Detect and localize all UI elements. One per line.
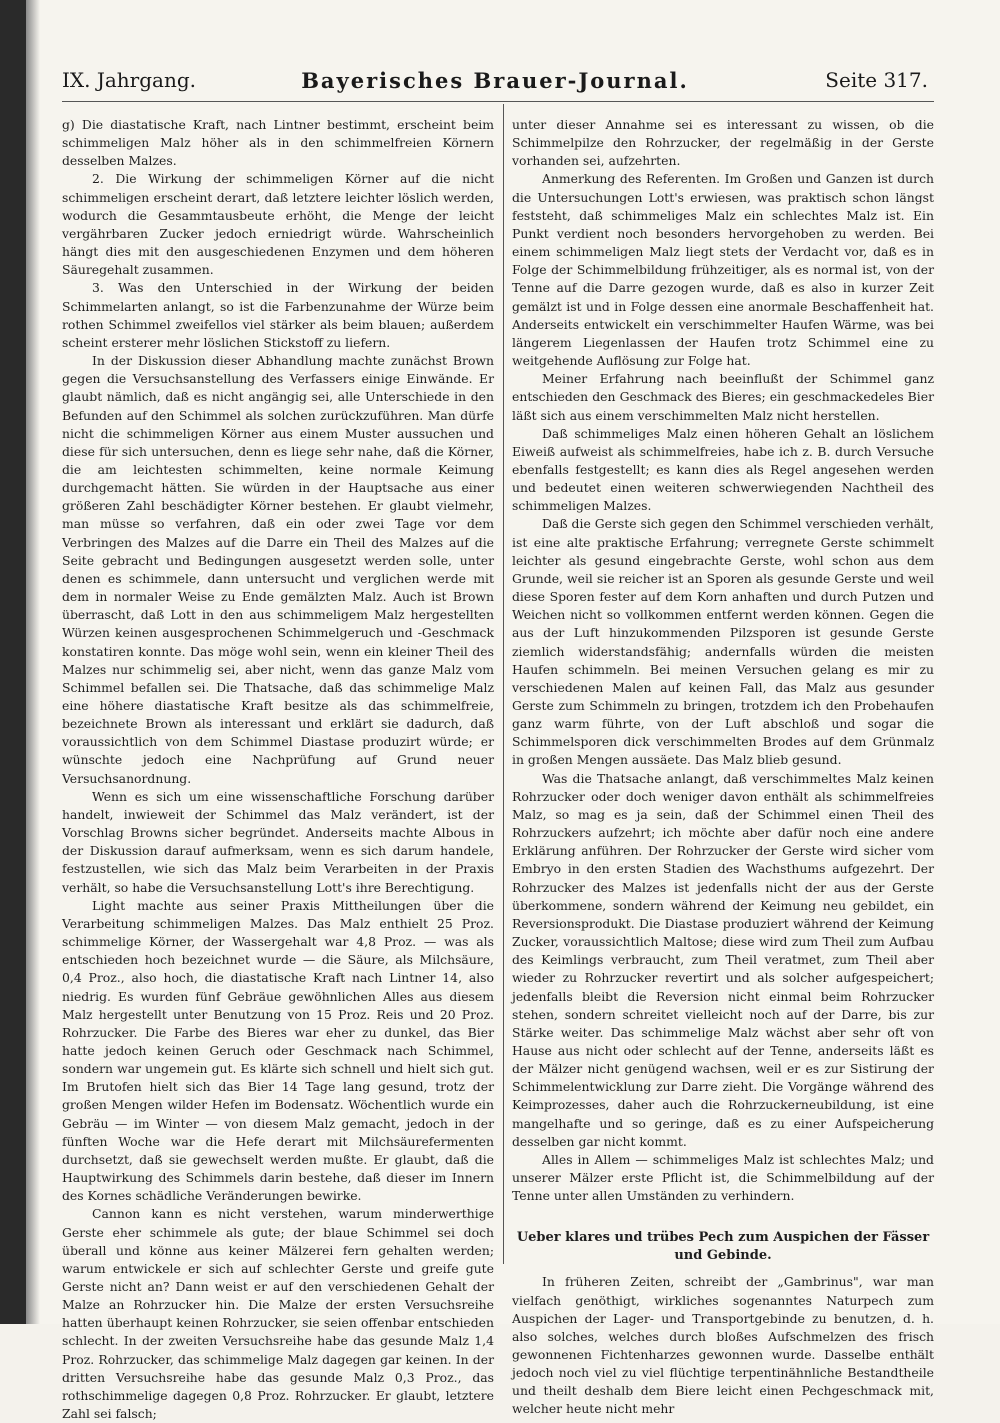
page-number: Seite 317. <box>825 68 928 92</box>
paragraph: 2. Die Wirkung der schimmeligen Körner auf die nicht schimmeligen erscheint derart, daß letztere leichter löslich werden, wodurch die Gesammtausbeute erhöht, die Menge der leicht vergährbaren Zucker jedoch erniedrigt würde. Wahrscheinlich hängt dies mit den ausgeschiedenen Enzymen und dem höheren Säuregehalt zusammen. <box>62 171 494 278</box>
header-rule <box>62 101 934 102</box>
paragraph: In der Diskussion dieser Abhandlung machte zunächst Brown gegen die Versuchsanstellung des Verfassers einige Einwände. Er glaubt nämlich, daß es nicht angängig sei, alle Unterschiede in den Befunden auf den Schimmel als solchen zurückzuführen. Man dürfe nicht die schimmeligen Körner aus einem Muster aussuchen und diese für sich untersuchen, denn es liege sehr nahe, daß die Körner, die am leichtesten schimmelten, keine normale Keimung durchgemacht hätten. Sie würden in der Hauptsache aus einer größeren Zahl beschädigter Körner bestehen. Er glaubt vielmehr, man müsse so verfahren, daß ein oder zwei Tage vor dem Verbringen des Malzes auf die Darre ein Theil des Malzes auf die Seite gebracht und Bedingungen ausgesetzt werden solle, unter denen es schimmele, dann untersucht und verglichen werde mit dem in normaler Weise zu Ende gemälzten Malz. Auch ist Brown überrascht, daß Lott in den aus schimmeligem Malz hergestellten Würzen keinen ausgesprochenen Schimmelgeruch und -Geschmack konstatiren konnte. Das möge wohl sein, wenn ein kleiner Theil des Malzes nur schimmelig sei, aber nicht, wenn das ganze Malz vom Schimmel befallen sei. Die Thatsache, daß das schimmelige Malz eine höhere diastatische Kraft besitze als das schimmelfreie, bezeichnete Brown als interessant und erklärt sie dadurch, daß voraussichtlich von dem Schimmel Diastase produzirt würde; er wünschte jedoch eine Nachprüfung auf Grund neuer Versuchsanordnung. <box>62 353 494 786</box>
paragraph: Light machte aus seiner Praxis Mittheilungen über die Verarbeitung schimmeligen Malzes. Das Malz enthielt 25 Proz. schimmelige Körner, der Wassergehalt war 4,8 Proz. — was als entschieden hoch bezeichnet wurde — die Säure, als Milchsäure, 0,4 Proz., also hoch, die diastatische Kraft nach Lintner 14, also niedrig. Es wurden fünf Gebräue gewöhnlichen Alles aus diesem Malz hergestellt unter Benutzung von 15 Proz. Reis und 20 Proz. Rohrzucker. Die Farbe des Bieres war eher zu dunkel, das Bier hatte jedoch keinen Geruch oder Geschmack nach Schimmel, sondern war ungemein gut. Es klärte sich schnell und hielt sich gut. Im Brutofen hielt sich das Bier 14 Tage lang gesund, trotz der großen Mengen wilder Hefen im Bodensatz. Wöchentlich wurde ein Gebräu — im Winter — von diesem Malz gemacht, jedoch in der fünften Woche war die Hefe derart mit Milchsäurefermenten durchsetzt, daß sie gewechselt werden mußte. Er glaubt, daß die Hauptwirkung des Schimmels darin bestehe, daß dieser im Innern des Kornes schädliche Veränderungen bewirke. <box>62 897 494 1204</box>
paragraph: Wenn es sich um eine wissenschaftliche Forschung darüber handelt, inwieweit der Schimmel das Malz verändert, ist der Vorschlag Browns sicher begründet. Anderseits machte Albous in der Diskussion darauf aufmerksam, wenn es sich darum handele, festzustellen, wie sich das Malz beim Verarbeiten in der Praxis verhält, so habe die Versuchsanstellung Lott's ihre Berechtigung. <box>62 788 494 895</box>
paragraph: Alles in Allem — schimmeliges Malz ist schlechtes Malz; und unserer Mälzer erste Pflicht ist, die Schimmelbildung auf der Tenne unter allen Umständen zu verhindern. <box>512 1151 934 1204</box>
paragraph: Anmerkung des Referenten. Im Großen und Ganzen ist durch die Untersuchungen Lott's erwiesen, was praktisch schon längst feststeht, daß schimmeliges Malz ein schlechtes Malz ist. Ein Punkt verdient noch besonders hervorgehoben zu werden. Bei einem schimmeligen Malz liegt stets der Verdacht vor, daß es in Folge der Schimmelbildung frühzeitiger, als es normal ist, von der Tenne auf die Darre gezogen wurde, daß es also in kurzer Zeit gemälzt ist und in Folge dessen eine anormale Beschaffenheit hat. Anderseits entwickelt ein verschimmelter Haufen Wärme, was bei längerem Liegenlassen der Haufen trotz Schimmel eine zu weitgehende Auflösung zur Folge hat. <box>512 171 934 369</box>
page-header <box>62 68 928 96</box>
paragraph: Was die Thatsache anlangt, daß verschimmeltes Malz keinen Rohrzucker oder doch weniger davon enthält als schimmelfreies Malz, so mag es ja sein, daß der Schimmel einen Theil des Rohrzuckers aufzehrt; ich möchte aber dafür noch eine andere Erklärung anführen. Der Rohrzucker der Gerste wird sicher vom Embryo in den ersten Stadien des Wachsthums aufgezehrt. Der Rohrzucker des Malzes ist jedenfalls nicht der aus der Gerste überkommene, sondern während der Keimung neu gebildet, ein Reversionsprodukt. Die Diastase produziert während der Keimung Zucker, voraussichtlich Maltose; diese wird zum Theil zum Aufbau des Keimlings verbraucht, zum Theil veratmet, zum Theil aber wieder zu Rohrzucker revertirt und als solcher aufgespeichert; jedenfalls bleibt die Reversion nicht einmal beim Rohrzucker stehen, sondern schreitet vielleicht noch auf der Darre, bis zur Stärke weiter. Das schimmelige Malz wächst aber sehr oft von Hause aus nicht oder schlecht auf der Tenne, anderseits läßt es der Mälzer nicht genügend wachsen, weil er es zur Sistirung der Schimmelentwicklung zur Darre zieht. Die Vorgänge während des Keimprozesses, daher auch die Rohrzuckerneubildung, ist eine mangelhafte und so geringe, daß es zu einer Aufspeicherung desselben gar nicht kommt. <box>512 770 934 1149</box>
left-column <box>62 116 494 1423</box>
right-column <box>512 116 934 1419</box>
paragraph: Cannon kann es nicht verstehen, warum minderwerthige Gerste eher schimmele als gute; der blaue Schimmel sei doch überall und könne aus keiner Mälzerei fern gehalten werden; warum entwickele er sich auf schlechter Gerste und greife gute Gerste nicht an? Dann weist er auf den verschiedenen Gehalt der Malze an Rohrzucker hin. Die Malze der ersten Versuchsreihe hatten überhaupt keinen Rohrzucker, sie seien offenbar entschieden schlecht. In der zweiten Versuchsreihe habe das gesunde Malz 1,4 Proz. Rohrzucker, das schimmelige Malz dagegen gar keinen. In der dritten Versuchsreihe habe das gesunde Malz 0,3 Proz., das rothschimmelige dagegen 0,8 Proz. Rohrzucker. Er glaubt, letztere Zahl sei falsch; <box>62 1206 494 1422</box>
journal-title: Bayerisches Brauer-Journal. <box>301 68 689 93</box>
paragraph: g) Die diastatische Kraft, nach Lintner bestimmt, erscheint beim schimmeligen Malz höher als in den schimmelfreien Körnern desselben Malzes. <box>62 117 494 169</box>
paragraph: 3. Was den Unterschied in der Wirkung der beiden Schimmelarten anlangt, so ist die Farbenzunahme der Würze beim rothen Schimmel zweifellos viel stärker als beim blauen; außerdem scheint ersterer mehr löslichen Stickstoff zu liefern. <box>62 280 494 350</box>
volume-label: IX. Jahrgang. <box>62 68 197 92</box>
article-body: In früheren Zeiten, schreibt der „Gambrinus", war man vielfach genöthigt, wirkliches sogenanntes Naturpech zum Auspichen der Lager- und Transportgebinde zu benutzen, d. h. also solches, welches durch bloßes Aufschmelzen des frisch gewonnenen Fichtenharzes gewonnen wurde. Dasselbe enthält jedoch noch viel zu viel flüchtige terpentinähnliche Bestandtheile und theilt deshalb dem Biere leicht einen Pechgeschmack mit, welcher heute nicht mehr <box>512 1274 934 1417</box>
paragraph: unter dieser Annahme sei es interessant zu wissen, ob die Schimmelpilze den Rohrzucker, der regelmäßig in der Gerste vorhanden sei, aufzehrten. <box>512 117 934 169</box>
paragraph: Daß schimmeliges Malz einen höheren Gehalt an löslichem Eiweiß aufweist als schimmelfreies, habe ich z. B. durch Versuche ebenfalls festgestellt; es kann dies als Regel angesehen werden und bedeutet einen weiteren schwerwiegenden Nachtheil des schimmeligen Malzes. <box>512 425 934 514</box>
paragraph: Meiner Erfahrung nach beeinflußt der Schimmel ganz entschieden den Geschmack des Bieres; ein geschmackedeles Bier läßt sich aus einem verschimmelten Malz nicht herstellen. <box>512 371 934 423</box>
column-divider <box>503 104 504 1264</box>
paragraph: Daß die Gerste sich gegen den Schimmel verschieden verhält, ist eine alte praktische Erfahrung; verregnete Gerste schimmelt leichter als gesund eingebrachte Gerste, wohl schon aus dem Grunde, weil sie reicher ist an Sporen als gesunde Gerste und weil diese Sporen fester auf dem Korn anhaften und durch Putzen und Weichen nicht so vollkommen entfernt werden können. Gegen die aus der Luft hinzukommenden Pilzsporen ist gesunde Gerste ziemlich widerstandsfähig; andernfalls würden die meisten Haufen schimmeln. Bei meinen Versuchen gelang es mir zu verschiedenen Malen auf keinen Fall, das Malz aus gesunder Gerste zum Schimmeln zu bringen, trotzdem ich den Probehaufen ganz warm führte, von der Luft abschloß und sogar die Schimmelsporen dick verschimmelten Brodes auf dem Grünmalz in großen Mengen aussäete. Das Malz blieb gesund. <box>512 516 934 768</box>
article-heading: Ueber klares und trübes Pech zum Auspichen der Fässer und Gebinde. <box>516 1230 930 1264</box>
